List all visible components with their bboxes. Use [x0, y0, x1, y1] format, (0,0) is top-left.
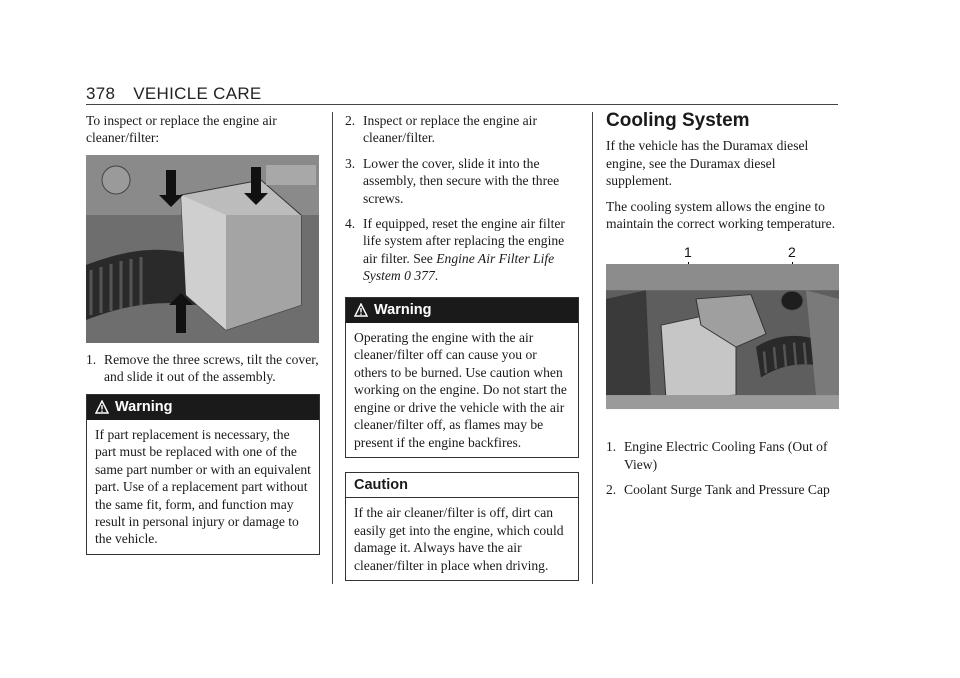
- warning-body: If part replacement is necessary, the part must be replaced with one of the same part number or with an equivalent part. Use of a replacement part without the same fit, form, and function may result in personal injury or damage to the vehicle.: [95, 427, 311, 547]
- warning-triangle-icon: [354, 303, 368, 317]
- item-text: Coolant Surge Tank and Pressure Cap: [624, 482, 830, 498]
- item-text: Engine Electric Cooling Fans (Out of View): [624, 439, 828, 472]
- step-4-text: If equipped, reset the engine air filter life system after replacing the engine air filter. See: [363, 216, 565, 266]
- item-number: 2.: [606, 482, 617, 498]
- callout-1: 1: [684, 244, 692, 261]
- step-2: [345, 112, 579, 147]
- warning-title: Warning: [115, 398, 173, 415]
- warning-box-2: [345, 297, 579, 458]
- column-1: [86, 112, 320, 565]
- cooling-para-1: If the vehicle has the Duramax diesel engine, see the Duramax diesel supplement.: [606, 138, 809, 189]
- caution-body: If the air cleaner/filter is off, dirt can easily get into the engine, which could damage it. Always have the air cleaner/filter in place when driving.: [354, 505, 564, 573]
- item-number: 1.: [606, 439, 617, 455]
- column-2: [345, 112, 579, 581]
- header-rule: [86, 104, 838, 105]
- air-filter-photo: [86, 155, 319, 343]
- caution-box: [345, 472, 579, 581]
- step-1: [86, 351, 320, 386]
- cooling-para-2: The cooling system allows the engine to maintain the correct working temperature.: [606, 198, 836, 232]
- step-text: Inspect or replace the engine air cleaner/filter.: [363, 113, 537, 146]
- cooling-item-1: [606, 438, 840, 473]
- cross-reference-link[interactable]: Engine Air Filter Life System: [363, 250, 555, 284]
- warning-title: Warning: [374, 301, 432, 318]
- step-text: Lower the cover, slide it into the assembly, then secure with the three screws.: [363, 155, 560, 206]
- step-3: [345, 155, 579, 207]
- step-number: 3.: [345, 155, 356, 171]
- warning-box-1: [86, 394, 320, 555]
- cooling-system-photo: [606, 240, 839, 430]
- column-3: [606, 112, 840, 507]
- warning-header: [346, 298, 578, 323]
- caution-title: Caution: [346, 473, 578, 498]
- step-number: 1.: [86, 351, 97, 367]
- step-4-end: .: [434, 268, 439, 284]
- column-divider-2: [592, 112, 593, 584]
- page-header: [86, 84, 262, 104]
- column-divider-1: [332, 112, 333, 584]
- page-number: 378: [86, 84, 116, 103]
- step-number: 2.: [345, 113, 356, 128]
- cooling-item-2: [606, 481, 840, 498]
- step-text: Remove the three screws, tilt the cover, and slide it out of the assembly.: [104, 351, 319, 385]
- intro-text: To inspect or replace the engine air cleaner/filter:: [86, 113, 277, 146]
- step-4: [345, 215, 579, 285]
- warning-triangle-icon: [95, 400, 109, 414]
- callout-2: 2: [788, 244, 796, 261]
- section-heading: Cooling System: [606, 110, 750, 131]
- page-reference: 0 377: [404, 268, 435, 284]
- section-title: VEHICLE CARE: [133, 84, 262, 103]
- step-number: 4.: [345, 216, 356, 232]
- step-text: [363, 215, 579, 285]
- warning-header: [87, 395, 319, 420]
- warning-body: Operating the engine with the air cleaner/filter off can cause you or others to be burned. Use caution when working on the engine. Do not start the engine or drive the vehicle with the air cleaner/filter off, as flames may be present if the engine backfires.: [354, 330, 567, 450]
